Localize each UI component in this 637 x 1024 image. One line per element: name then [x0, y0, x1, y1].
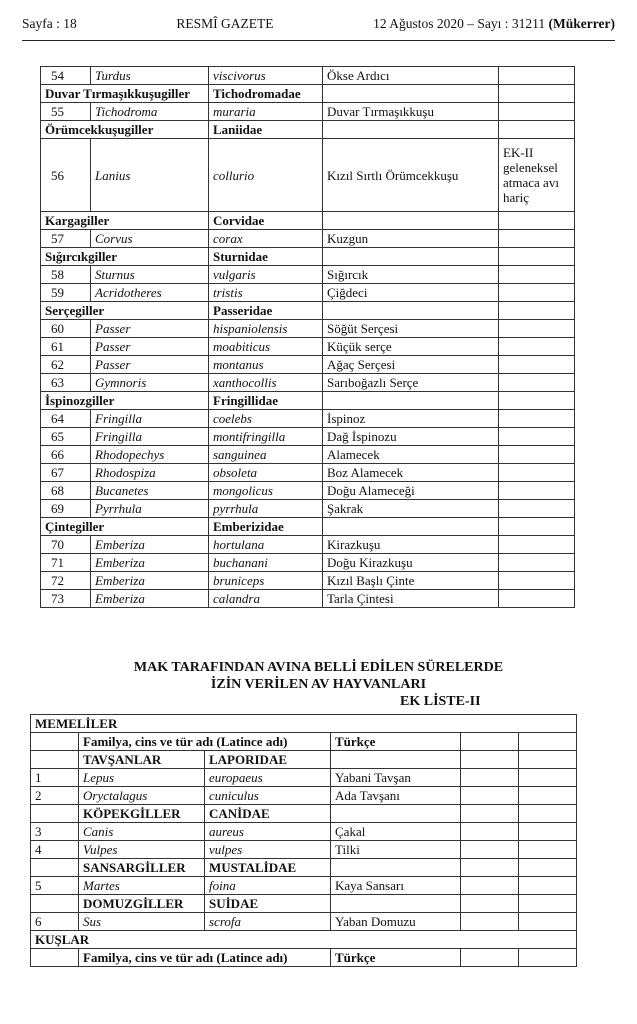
empty-cell — [323, 121, 499, 139]
turkish-name: Kaya Sansarı — [331, 877, 461, 895]
row-number: 70 — [41, 536, 91, 554]
table-row — [41, 356, 575, 374]
row-number: 72 — [41, 572, 91, 590]
table-row — [31, 787, 577, 805]
turkish-name: Kızıl Başlı Çinte — [323, 572, 499, 590]
turkish-name: Yabani Tavşan — [331, 769, 461, 787]
turkish-name: Tilki — [331, 841, 461, 859]
empty-cell — [461, 787, 519, 805]
species-name: scrofa — [205, 913, 331, 931]
issue-info — [373, 16, 615, 32]
empty-cell — [519, 805, 577, 823]
turkish-name: Sığırcık — [323, 266, 499, 284]
family-name-tr: KÖPEKGİLLER — [79, 805, 205, 823]
header-row — [31, 733, 577, 751]
table-row — [41, 482, 575, 500]
genus-name: Pyrrhula — [91, 500, 209, 518]
species-name: europaeus — [205, 769, 331, 787]
species-name: buchanani — [209, 554, 323, 572]
group-label: MEMELİLER — [31, 715, 577, 733]
table-row — [41, 320, 575, 338]
turkish-name: Boz Alamecek — [323, 464, 499, 482]
table-row — [41, 500, 575, 518]
note-cell — [499, 356, 575, 374]
species-name: bruniceps — [209, 572, 323, 590]
row-number: 66 — [41, 446, 91, 464]
table-row — [31, 823, 577, 841]
empty-cell — [461, 949, 519, 967]
family-row — [41, 392, 575, 410]
row-number: 1 — [31, 769, 79, 787]
turkish-name: İspinoz — [323, 410, 499, 428]
family-name-latin: Sturnidae — [209, 248, 323, 266]
empty-cell — [461, 913, 519, 931]
empty-cell — [519, 733, 577, 751]
genus-name: Rhodospiza — [91, 464, 209, 482]
row-number: 59 — [41, 284, 91, 302]
note-cell — [499, 446, 575, 464]
empty-cell — [323, 518, 499, 536]
family-name-latin: Tichodromadae — [209, 85, 323, 103]
turkish-name: Sarıboğazlı Serçe — [323, 374, 499, 392]
empty-cell — [499, 302, 575, 320]
species-name: xanthocollis — [209, 374, 323, 392]
empty-cell — [499, 85, 575, 103]
note-cell — [499, 103, 575, 121]
species-name: montanus — [209, 356, 323, 374]
note-cell — [499, 320, 575, 338]
empty-cell — [519, 895, 577, 913]
page-number: Sayfa : 18 — [22, 16, 77, 31]
family-name-latin: CANİDAE — [205, 805, 331, 823]
table-row — [41, 338, 575, 356]
table-row — [31, 841, 577, 859]
empty-cell — [323, 302, 499, 320]
empty-cell — [461, 877, 519, 895]
empty-cell — [499, 248, 575, 266]
empty-cell — [331, 859, 461, 877]
note-cell — [499, 230, 575, 248]
note-cell — [499, 374, 575, 392]
family-name-tr: İspinozgiller — [41, 392, 209, 410]
note-cell — [499, 410, 575, 428]
note-cell — [499, 266, 575, 284]
table-row — [41, 266, 575, 284]
genus-name: Sus — [79, 913, 205, 931]
family-row — [41, 85, 575, 103]
family-name-tr: Duvar Tırmaşıkkuşugiller — [41, 85, 209, 103]
row-number: 71 — [41, 554, 91, 572]
species-name: moabiticus — [209, 338, 323, 356]
note-cell — [499, 536, 575, 554]
group-row — [31, 931, 577, 949]
empty-cell — [519, 841, 577, 859]
species-name: vulpes — [205, 841, 331, 859]
note-cell — [499, 464, 575, 482]
table-row — [41, 464, 575, 482]
empty-cell — [499, 212, 575, 230]
turkish-name: Şakrak — [323, 500, 499, 518]
family-name-latin: SUİDAE — [205, 895, 331, 913]
note-cell — [499, 500, 575, 518]
genus-name: Martes — [79, 877, 205, 895]
species-table-game — [30, 714, 577, 967]
group-row — [31, 715, 577, 733]
genus-name: Emberiza — [91, 536, 209, 554]
species-name: vulgaris — [209, 266, 323, 284]
turkish-name: Kirazkuşu — [323, 536, 499, 554]
note-cell — [499, 482, 575, 500]
family-row — [31, 895, 577, 913]
row-number: 3 — [31, 823, 79, 841]
family-row — [31, 859, 577, 877]
empty-cell — [519, 787, 577, 805]
row-number: 64 — [41, 410, 91, 428]
row-number: 62 — [41, 356, 91, 374]
species-name: muraria — [209, 103, 323, 121]
row-number: 68 — [41, 482, 91, 500]
genus-name: Tichodroma — [91, 103, 209, 121]
family-name-tr: TAVŞANLAR — [79, 751, 205, 769]
genus-name: Fringilla — [91, 428, 209, 446]
row-number: 2 — [31, 787, 79, 805]
empty-cell — [461, 841, 519, 859]
empty-cell — [323, 85, 499, 103]
family-row — [41, 518, 575, 536]
species-table-birds — [40, 66, 575, 608]
header-row — [31, 949, 577, 967]
genus-name: Lanius — [91, 139, 209, 212]
table-row — [41, 103, 575, 121]
turkish-name: Alamecek — [323, 446, 499, 464]
table-row — [31, 877, 577, 895]
table-row — [41, 284, 575, 302]
row-number: 60 — [41, 320, 91, 338]
species-name: collurio — [209, 139, 323, 212]
genus-name: Turdus — [91, 67, 209, 85]
table-row — [31, 913, 577, 931]
family-name-tr: Çintegiller — [41, 518, 209, 536]
row-number: 56 — [41, 139, 91, 212]
turkish-name: Yaban Domuzu — [331, 913, 461, 931]
empty-cell — [519, 859, 577, 877]
header-rule — [22, 40, 615, 41]
empty-cell — [331, 805, 461, 823]
table-row — [41, 572, 575, 590]
empty-cell — [461, 751, 519, 769]
genus-name: Oryctalagus — [79, 787, 205, 805]
family-name-tr: Örümcekkuşugiller — [41, 121, 209, 139]
empty-cell — [499, 518, 575, 536]
species-name: sanguinea — [209, 446, 323, 464]
turkish-name: Çakal — [331, 823, 461, 841]
empty-cell — [31, 805, 79, 823]
turkish-name: Kuzgun — [323, 230, 499, 248]
family-name-latin: MUSTALİDAE — [205, 859, 331, 877]
empty-cell — [461, 733, 519, 751]
row-number: 63 — [41, 374, 91, 392]
family-name-latin: Passeridae — [209, 302, 323, 320]
family-name-latin: LAPORIDAE — [205, 751, 331, 769]
empty-cell — [499, 392, 575, 410]
turkish-name: Tarla Çintesi — [323, 590, 499, 608]
list-label: EK LİSTE-II — [400, 694, 481, 709]
column-header-latin: Familya, cins ve tür adı (Latince adı) — [79, 949, 331, 967]
empty-cell — [331, 895, 461, 913]
family-name-latin: Emberizidae — [209, 518, 323, 536]
empty-cell — [461, 805, 519, 823]
empty-cell — [519, 823, 577, 841]
genus-name: Gymnoris — [91, 374, 209, 392]
note-cell — [499, 284, 575, 302]
species-name: foina — [205, 877, 331, 895]
row-number: 65 — [41, 428, 91, 446]
family-row — [41, 121, 575, 139]
table-row — [41, 536, 575, 554]
empty-cell — [31, 859, 79, 877]
group-label: KUŞLAR — [31, 931, 577, 949]
species-name: viscivorus — [209, 67, 323, 85]
species-name: obsoleta — [209, 464, 323, 482]
section-title-line1: MAK TARAFINDAN AVINA BELLİ EDİLEN SÜRELERDE — [133, 660, 504, 675]
column-header-turkish: Türkçe — [331, 949, 461, 967]
genus-name: Rhodopechys — [91, 446, 209, 464]
species-name: pyrrhula — [209, 500, 323, 518]
genus-name: Emberiza — [91, 554, 209, 572]
turkish-name: Dağ İspinozu — [323, 428, 499, 446]
turkish-name: Ökse Ardıcı — [323, 67, 499, 85]
family-name-tr: Serçegiller — [41, 302, 209, 320]
genus-name: Passer — [91, 338, 209, 356]
table-row — [31, 769, 577, 787]
genus-name: Fringilla — [91, 410, 209, 428]
empty-cell — [499, 121, 575, 139]
empty-cell — [331, 751, 461, 769]
table-row — [41, 410, 575, 428]
issue-date: 12 Ağustos 2020 – Sayı : 31211 — [373, 16, 549, 31]
turkish-name: Doğu Kirazkuşu — [323, 554, 499, 572]
empty-cell — [323, 212, 499, 230]
turkish-name: Ağaç Serçesi — [323, 356, 499, 374]
row-number: 57 — [41, 230, 91, 248]
section-title-line2: İZİN VERİLEN AV HAYVANLARI — [210, 677, 427, 692]
genus-name: Lepus — [79, 769, 205, 787]
row-number: 55 — [41, 103, 91, 121]
turkish-name: Doğu Alameceği — [323, 482, 499, 500]
empty-cell — [519, 751, 577, 769]
species-name: hortulana — [209, 536, 323, 554]
empty-cell — [323, 392, 499, 410]
issue-extra: (Mükerrer) — [548, 16, 615, 31]
row-number: 69 — [41, 500, 91, 518]
family-row — [31, 805, 577, 823]
species-name: cuniculus — [205, 787, 331, 805]
family-name-latin: Laniidae — [209, 121, 323, 139]
table-row — [41, 230, 575, 248]
empty-cell — [461, 859, 519, 877]
family-name-latin: Corvidae — [209, 212, 323, 230]
genus-name: Passer — [91, 320, 209, 338]
genus-name: Corvus — [91, 230, 209, 248]
row-number: 58 — [41, 266, 91, 284]
genus-name: Acridotheres — [91, 284, 209, 302]
empty-cell — [323, 248, 499, 266]
genus-name: Bucanetes — [91, 482, 209, 500]
empty-cell — [31, 895, 79, 913]
turkish-name: Duvar Tırmaşıkkuşu — [323, 103, 499, 121]
note-cell — [499, 338, 575, 356]
species-name: tristis — [209, 284, 323, 302]
table-row — [41, 554, 575, 572]
family-name-tr: Sığırcıkgiller — [41, 248, 209, 266]
column-header-turkish: Türkçe — [331, 733, 461, 751]
empty-cell — [461, 895, 519, 913]
note-cell: EK-II geleneksel atmaca avı hariç — [499, 139, 575, 212]
row-number: 5 — [31, 877, 79, 895]
genus-name: Sturnus — [91, 266, 209, 284]
table-row — [41, 139, 575, 212]
family-row — [41, 302, 575, 320]
empty-cell — [31, 733, 79, 751]
genus-name: Emberiza — [91, 590, 209, 608]
empty-cell — [461, 769, 519, 787]
row-number: 67 — [41, 464, 91, 482]
family-name-tr: SANSARGİLLER — [79, 859, 205, 877]
family-name-latin: Fringillidae — [209, 392, 323, 410]
table-row — [41, 67, 575, 85]
genus-name: Vulpes — [79, 841, 205, 859]
genus-name: Canis — [79, 823, 205, 841]
table-row — [41, 590, 575, 608]
empty-cell — [519, 949, 577, 967]
genus-name: Emberiza — [91, 572, 209, 590]
empty-cell — [519, 769, 577, 787]
species-name: hispaniolensis — [209, 320, 323, 338]
row-number: 4 — [31, 841, 79, 859]
note-cell — [499, 590, 575, 608]
family-name-tr: Kargagiller — [41, 212, 209, 230]
gazette-title: RESMÎ GAZETE — [176, 16, 274, 31]
note-cell — [499, 67, 575, 85]
family-name-tr: DOMUZGİLLER — [79, 895, 205, 913]
note-cell — [499, 554, 575, 572]
turkish-name: Söğüt Serçesi — [323, 320, 499, 338]
note-cell — [499, 428, 575, 446]
row-number: 54 — [41, 67, 91, 85]
species-name: montifringilla — [209, 428, 323, 446]
empty-cell — [461, 823, 519, 841]
family-row — [31, 751, 577, 769]
turkish-name: Ada Tavşanı — [331, 787, 461, 805]
row-number: 73 — [41, 590, 91, 608]
family-row — [41, 212, 575, 230]
empty-cell — [31, 949, 79, 967]
species-name: coelebs — [209, 410, 323, 428]
empty-cell — [519, 913, 577, 931]
note-cell — [499, 572, 575, 590]
table-row — [41, 428, 575, 446]
empty-cell — [519, 877, 577, 895]
row-number: 61 — [41, 338, 91, 356]
species-name: calandra — [209, 590, 323, 608]
table-row — [41, 374, 575, 392]
species-name: corax — [209, 230, 323, 248]
row-number: 6 — [31, 913, 79, 931]
turkish-name: Kızıl Sırtlı Örümcekkuşu — [323, 139, 499, 212]
page-header — [22, 14, 615, 34]
species-name: mongolicus — [209, 482, 323, 500]
column-header-latin: Familya, cins ve tür adı (Latince adı) — [79, 733, 331, 751]
family-row — [41, 248, 575, 266]
genus-name: Passer — [91, 356, 209, 374]
table-row — [41, 446, 575, 464]
turkish-name: Çiğdeci — [323, 284, 499, 302]
empty-cell — [31, 751, 79, 769]
species-name: aureus — [205, 823, 331, 841]
turkish-name: Küçük serçe — [323, 338, 499, 356]
